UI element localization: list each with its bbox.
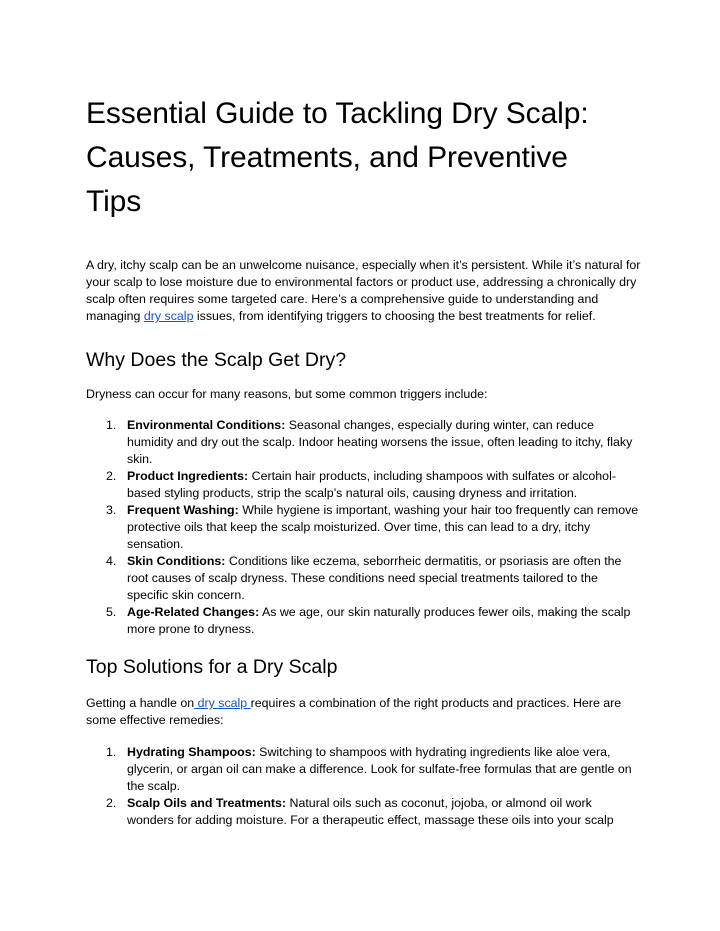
list-item-title: Age-Related Changes: <box>127 605 260 619</box>
list-item <box>86 468 642 502</box>
list-item-text: Certain hair products, including shampoos with sulfates or alcohol-based styling products, strip the scalp’s natural oils, causing dryness and irritation. <box>127 469 616 500</box>
dry-scalp-link[interactable]: dry scalp <box>143 309 194 323</box>
list-item <box>86 795 642 829</box>
list-item-text: While hygiene is important, washing your hair too frequently can remove protective oils that keep the scalp moisturized. Over time, this can lead to a dry, itchy sensation. <box>127 503 639 551</box>
list-item-text: Natural oils such as coconut, jojoba, or almond oil work wonders for adding moisture. For a therapeutic effect, massage these oils into your scalp <box>127 796 614 827</box>
list-item <box>86 417 642 468</box>
list-item-text: As we age, our skin naturally produces fewer oils, making the scalp more prone to dryness. <box>127 605 631 636</box>
list-item <box>86 502 642 553</box>
dry-scalp-link-2[interactable]: dry scalp <box>194 696 251 710</box>
list-item-number: 4. <box>106 554 117 568</box>
list-item-title: Product Ingredients: <box>127 469 249 483</box>
list-item-text: Switching to shampoos with hydrating ingredients like aloe vera, glycerin, or argan oil can make a difference. Look for sulfate-free formulas that are gentle on the scalp. <box>127 745 632 793</box>
title-line-3: Tips <box>86 185 142 218</box>
list-item <box>86 744 642 795</box>
intro-text-after-link: issues, from identifying triggers to choosing the best treatments for relief. <box>193 309 596 323</box>
list-item-title: Environmental Conditions: <box>127 418 286 432</box>
list-item-title: Hydrating Shampoos: <box>127 745 256 759</box>
list-item-number: 3. <box>106 503 117 517</box>
section2-lead-before-link: Getting a handle on <box>86 696 195 710</box>
section-heading-solutions: Top Solutions for a Dry Scalp <box>86 656 338 678</box>
section-heading-why-dry: Why Does the Scalp Get Dry? <box>86 349 347 371</box>
document-page <box>86 92 642 829</box>
intro-text-before-link: A dry, itchy scalp can be an unwelcome nuisance, especially when it’s persistent. While it’s natural for your scalp to lose moisture due to environmental factors or product use, addressing a chronically dry scalp often requires some targeted care. Here’s a comprehensive guide to understanding and managing <box>86 258 641 323</box>
solutions-list <box>86 744 642 829</box>
list-item-title: Skin Conditions: <box>127 554 226 568</box>
triggers-list <box>86 417 642 638</box>
list-item-text: Seasonal changes, especially during winter, can reduce humidity and dry out the scalp. Indoor heating worsens the issue, often leading to itchy, flaky skin. <box>127 418 633 466</box>
list-item <box>86 553 642 604</box>
list-item-number: 1. <box>106 745 117 759</box>
list-item-title: Scalp Oils and Treatments: <box>127 796 287 810</box>
list-item-number: 2. <box>106 469 117 483</box>
title-line-1: Essential Guide to Tackling Dry Scalp: <box>86 97 589 130</box>
list-item-text: Conditions like eczema, seborrheic dermatitis, or psoriasis are often the root causes of scalp dryness. These conditions need special treatments tailored to the specific skin concern. <box>127 554 622 602</box>
list-item <box>86 604 642 638</box>
section2-lead-after-link: requires a combination of the right products and practices. Here are some effective remedies: <box>86 696 622 727</box>
page-title <box>86 92 642 224</box>
section2-lead <box>86 695 642 729</box>
list-item-number: 5. <box>106 605 117 619</box>
title-line-2: Causes, Treatments, and Preventive <box>86 141 568 174</box>
list-item-number: 1. <box>106 418 117 432</box>
section1-lead: Dryness can occur for many reasons, but some common triggers include: <box>86 387 488 401</box>
intro-paragraph <box>86 257 642 325</box>
list-item-number: 2. <box>106 796 117 810</box>
list-item-title: Frequent Washing: <box>127 503 239 517</box>
